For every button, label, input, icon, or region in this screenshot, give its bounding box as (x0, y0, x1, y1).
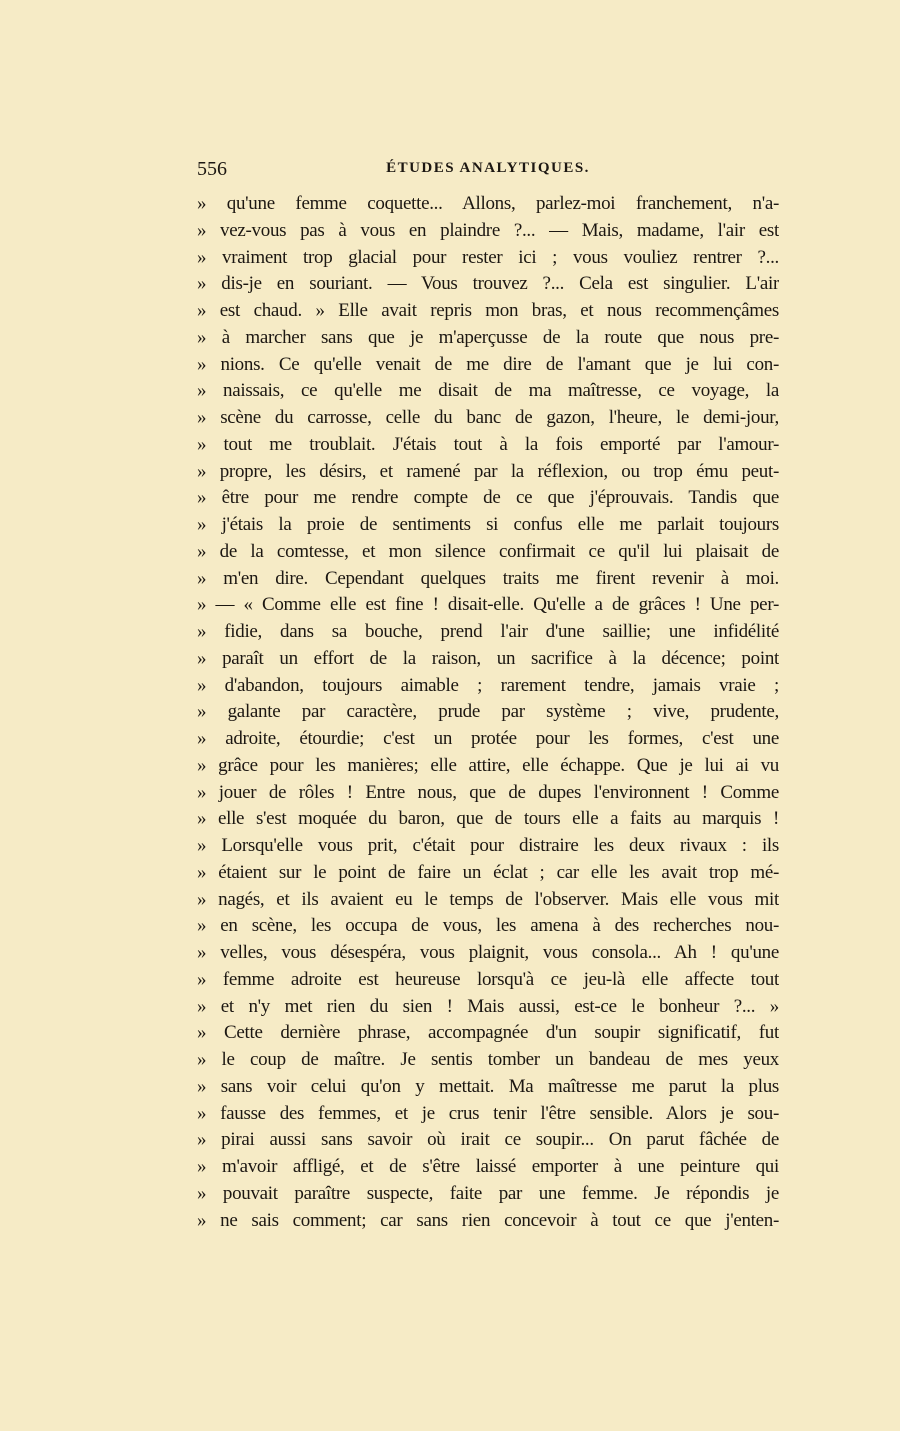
text-line-content: » vraiment trop glacial pour rester ici ; vous vouliez rentrer ?... (197, 246, 779, 268)
text-line-content: » jouer de rôles ! Entre nous, que de dupes l'environnent ! Comme (197, 781, 779, 803)
text-line (197, 699, 779, 726)
text-line (197, 1127, 779, 1154)
text-line-content: » est chaud. » Elle avait repris mon bras, et nous recommençâmes (197, 300, 779, 321)
text-line (197, 566, 779, 593)
text-line-content: » être pour me rendre compte de ce que j'éprouvais. Tandis que (197, 487, 779, 509)
text-line-content: » et n'y met rien du sien ! Mais aussi, est-ce le bonheur ?... » (197, 995, 779, 1017)
text-line (197, 780, 779, 807)
text-line (197, 432, 779, 459)
text-line-content: » vez-vous pas à vous en plaindre ?... — Mais, madame, l'air est (197, 219, 779, 241)
text-line (197, 806, 779, 833)
text-line-content: » dis-je en souriant. — Vous trouvez ?... Cela est singulier. L'air (197, 273, 779, 295)
text-line (197, 619, 779, 646)
text-line-content: » naissais, ce qu'elle me disait de ma maîtresse, ce voyage, la (197, 380, 779, 402)
text-line-content: » nions. Ce qu'elle venait de me dire de l'amant que je lui con- (197, 353, 779, 375)
text-line (197, 1181, 779, 1208)
text-line (197, 592, 779, 619)
text-line (197, 726, 779, 753)
running-title: ÉTUDES ANALYTIQUES. (386, 160, 590, 176)
text-line (197, 298, 779, 325)
text-line-content: » paraît un effort de la raison, un sacrifice à la décence; point (197, 647, 779, 669)
text-line-content: » m'avoir affligé, et de s'être laissé emporter à une peinture qui (197, 1156, 779, 1177)
text-line-content: » adroite, étourdie; c'est un protée pour les formes, c'est une (197, 728, 779, 749)
text-line-content: » femme adroite est heureuse lorsqu'à ce jeu-là elle affecte tout (197, 968, 779, 990)
text-line (197, 860, 779, 887)
text-line-content: » j'étais la proie de sentiments si confus elle me parlait toujours (197, 514, 779, 535)
text-line-content: » Lorsqu'elle vous prit, c'était pour distraire les deux rivaux : ils (197, 835, 779, 856)
text-line-content: » galante par caractère, prude par système ; vive, prudente, (197, 701, 779, 723)
text-line-content: » sans voir celui qu'on y mettait. Ma maîtresse me parut la plus (197, 1075, 779, 1097)
text-line (197, 994, 779, 1021)
text-line (197, 646, 779, 673)
text-line-content: » — « Comme elle est fine ! disait-elle. Qu'elle a de grâces ! Une per- (197, 594, 779, 616)
text-line-content: » étaient sur le point de faire un éclat ; car elle les avait trop mé- (197, 861, 779, 883)
text-line-content: » velles, vous désespéra, vous plaignit, vous consola... Ah ! qu'une (197, 942, 779, 963)
text-line (197, 1047, 779, 1074)
text-line-content: » ne sais comment; car sans rien concevoir à tout ce que j'enten- (197, 1209, 779, 1231)
text-line-content: » le coup de maître. Je sentis tomber un bandeau de mes yeux (197, 1049, 779, 1070)
text-line (197, 191, 779, 218)
text-line (197, 887, 779, 914)
text-line (197, 1154, 779, 1181)
text-line-content: » scène du carrosse, celle du banc de gazon, l'heure, le demi-jour, (197, 407, 779, 428)
text-line-content: » de la comtesse, et mon silence confirmait ce qu'il lui plaisait de (197, 540, 779, 562)
text-line (197, 673, 779, 700)
text-line-content: » m'en dire. Cependant quelques traits me firent revenir à moi. (197, 567, 779, 589)
text-line (197, 405, 779, 432)
text-line-content: » pirai aussi sans savoir où irait ce soupir... On parut fâchée de (197, 1129, 779, 1151)
text-line-content: » fidie, dans sa bouche, prend l'air d'une saillie; une infidélité (197, 621, 779, 642)
text-line (197, 967, 779, 994)
text-line (197, 485, 779, 512)
text-line-content: » en scène, les occupa de vous, les amena à des recherches nou- (197, 915, 779, 937)
text-line-content: » grâce pour les manières; elle attire, elle échappe. Que je lui ai vu (197, 754, 779, 776)
text-line (197, 833, 779, 860)
text-line-content: » fausse des femmes, et je crus tenir l'être sensible. Alors je sou- (197, 1102, 779, 1124)
text-line (197, 940, 779, 967)
text-line-content: » propre, les désirs, et ramené par la réflexion, ou trop ému peut- (197, 460, 779, 482)
text-line (197, 378, 779, 405)
text-line (197, 913, 779, 940)
body-text (197, 191, 779, 1234)
text-line (197, 1101, 779, 1128)
text-line (197, 512, 779, 539)
text-line (197, 245, 779, 272)
text-line (197, 218, 779, 245)
text-line-content: » qu'une femme coquette... Allons, parlez-moi franchement, n'a- (197, 193, 779, 214)
text-line (197, 753, 779, 780)
text-line (197, 1074, 779, 1101)
page-number: 556 (197, 158, 227, 180)
page-header (197, 158, 779, 184)
text-line (197, 325, 779, 352)
text-line-content: » nagés, et ils avaient eu le temps de l'observer. Mais elle vous mit (197, 888, 779, 910)
text-line (197, 352, 779, 379)
text-line (197, 271, 779, 298)
text-line-content: » tout me troublait. J'étais tout à la fois emporté par l'amour- (197, 433, 779, 455)
text-line-content: » elle s'est moquée du baron, que de tours elle a faits au marquis ! (197, 808, 779, 830)
text-line-content: » à marcher sans que je m'aperçusse de la route que nous pre- (197, 326, 779, 348)
text-line (197, 539, 779, 566)
text-line (197, 1208, 779, 1235)
text-line-content: » d'abandon, toujours aimable ; rarement tendre, jamais vraie ; (197, 674, 779, 696)
text-line (197, 1020, 779, 1047)
text-line-content: » Cette dernière phrase, accompagnée d'un soupir significatif, fut (197, 1022, 779, 1044)
text-line-content: » pouvait paraître suspecte, faite par une femme. Je répondis je (197, 1182, 779, 1204)
text-line (197, 459, 779, 486)
